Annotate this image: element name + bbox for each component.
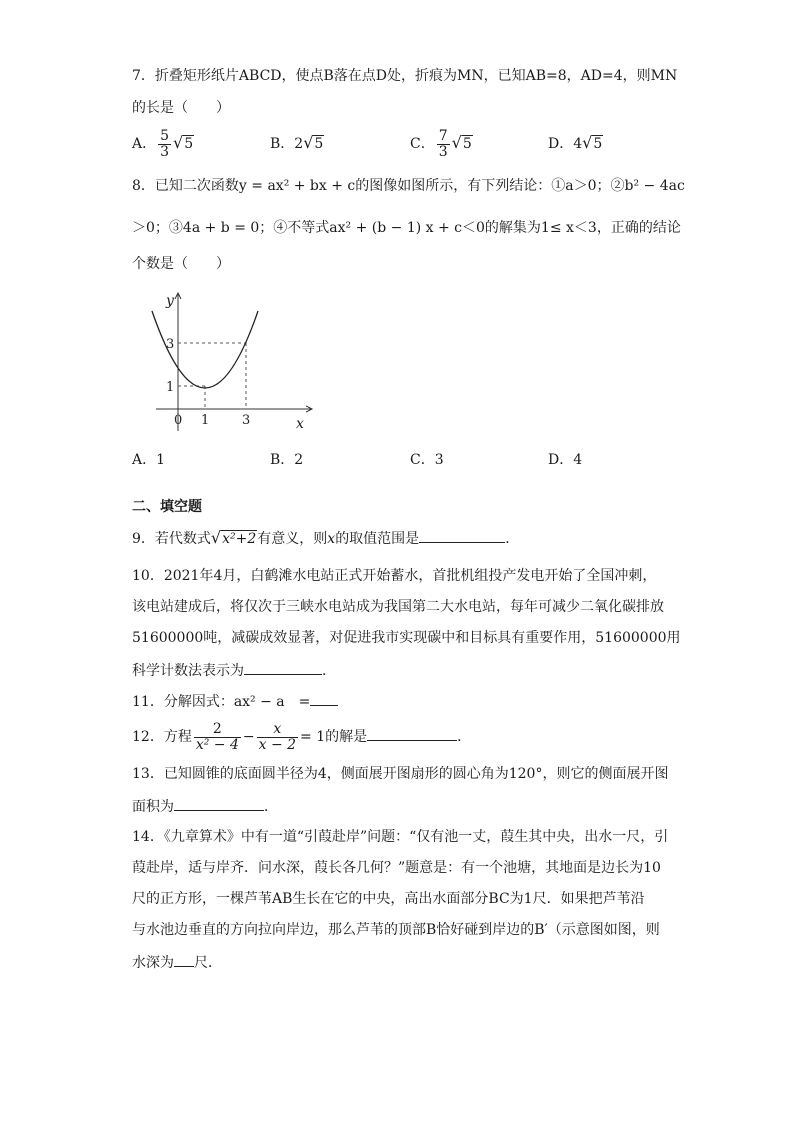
q9-radicand: x²+2 bbox=[222, 531, 257, 547]
q7-option-d-label: D．4 bbox=[548, 136, 583, 152]
x-axis-label: x bbox=[296, 416, 304, 432]
q7-c-radicand: 5 bbox=[462, 136, 472, 152]
q13-line2 bbox=[132, 796, 278, 817]
q13-line1: 13．已知圆锥的底面圆半径为4，侧面展开图扇形的圆心角为120°，则它的侧面展开图 bbox=[132, 766, 669, 782]
q7-a-denominator: 3 bbox=[160, 143, 170, 160]
q7-option-c: C． $\frac{7}{3}$ √5 bbox=[410, 127, 472, 160]
q7-c-denominator: 3 bbox=[438, 143, 448, 160]
q9-line: 9．若代数式√x²+2有意义，则x的取值范围是 ． bbox=[132, 528, 520, 547]
q10-line4-text: 科学计数法表示为 bbox=[132, 663, 244, 679]
q7-option-a-fraction bbox=[158, 129, 171, 160]
q13-end: ． bbox=[264, 799, 278, 815]
q10-line2: 该电站建成后，将仅次于三峡水电站成为我国第二大水电站，每年可减少二氧化碳排放 bbox=[132, 599, 664, 615]
q7-option-a-label: A． bbox=[132, 136, 157, 152]
q8-parabola-graph bbox=[140, 285, 320, 435]
q7-c-numerator: 7 bbox=[438, 127, 448, 144]
q12-fraction-1 bbox=[194, 722, 241, 753]
q10-line1: 10．2021年4月，白鹤滩水电站正式开始蓄水，首批机组投产发电开始了全国冲刺， bbox=[132, 568, 657, 584]
q7-option-c-label: C． bbox=[410, 136, 435, 152]
q7-option-a: A． $\frac{5}{3}$ √5 bbox=[132, 127, 194, 160]
q12-line bbox=[132, 718, 471, 756]
q7-a-numerator: 5 bbox=[160, 127, 170, 144]
q9-answer-blank[interactable] bbox=[419, 528, 505, 543]
q8-line2: ＞0；③4a + b = 0；④不等式ax² + (b − 1) x + c＜0的解集为1≤ x＜3，正确的结论 bbox=[132, 220, 681, 236]
q11-text: 11．分解因式：ax² − a = bbox=[132, 694, 311, 710]
x-tick-1: 1 bbox=[201, 413, 210, 428]
q7-option-b-label: B．2 bbox=[270, 136, 304, 152]
q9-variable: x bbox=[327, 531, 336, 547]
q14-line5-text: 水深为 bbox=[132, 955, 174, 971]
q11-line bbox=[132, 691, 338, 712]
q12-answer-blank[interactable] bbox=[367, 726, 457, 741]
q7-d-radicand: 5 bbox=[593, 136, 603, 152]
x-tick-3: 3 bbox=[242, 413, 251, 428]
q11-answer-blank[interactable] bbox=[310, 691, 338, 706]
q14-line1: 14．《九章算术》中有一道“引葭赴岸”问题：“仅有池一丈，葭生其中央，出水一尺，引 bbox=[132, 829, 669, 845]
q8-option-a: A．1 bbox=[132, 452, 166, 468]
q8-option-b: B．2 bbox=[270, 452, 304, 468]
q7-option-d: D．4√5 bbox=[548, 133, 603, 152]
q9-end: ． bbox=[505, 531, 520, 547]
q12-minus: − bbox=[242, 729, 255, 745]
q14-answer-blank[interactable] bbox=[174, 952, 194, 967]
q12-f2-denominator: x − 2 bbox=[258, 736, 297, 753]
q14-line3: 尺的正方形，一棵芦苇AB生长在它的中央，高出水面部分BC为1尺．如果把芦苇沿 bbox=[132, 891, 645, 907]
q7-option-c-fraction bbox=[437, 129, 450, 160]
q7-a-radicand: 5 bbox=[184, 136, 194, 152]
q8-line1: 8．已知二次函数y = ax² + bx + c的图像如图所示，有下列结论：①a＞0；②b² − 4ac bbox=[132, 178, 685, 194]
q10-answer-blank[interactable] bbox=[244, 660, 322, 675]
q12-f1-denominator: x² − 4 bbox=[195, 736, 239, 753]
q13-answer-blank[interactable] bbox=[174, 796, 264, 811]
q12-f2-numerator: x bbox=[257, 722, 298, 738]
q13-line2-text: 面积为 bbox=[132, 799, 174, 815]
x-tick-0: 0 bbox=[174, 413, 183, 428]
q12-f1-numerator: 2 bbox=[194, 722, 241, 738]
q12-fraction-2 bbox=[257, 722, 298, 753]
q8-line3: 个数是（ ） bbox=[132, 256, 230, 272]
q14-end: 尺． bbox=[194, 955, 222, 971]
q14-line5 bbox=[132, 952, 222, 973]
q10-end: ． bbox=[322, 663, 336, 679]
q8-option-d: D．4 bbox=[548, 452, 583, 468]
q8-option-c: C．3 bbox=[410, 452, 444, 468]
q7-line1: 7．折叠矩形纸片ABCD，使点B落在点D处，折痕为MN，已知AB=8，AD=4，则MN bbox=[132, 68, 678, 84]
q12-end: ． bbox=[457, 729, 472, 745]
q7-option-b: B．2√5 bbox=[270, 133, 324, 152]
q14-line2: 葭赴岸，适与岸齐．问水深，葭长各几何？”题意是：有一个池塘，其地面是边长为10 bbox=[132, 860, 661, 876]
q7-line2: 的长是（ ） bbox=[132, 100, 230, 116]
q10-line4 bbox=[132, 660, 336, 681]
q12-eq: = 1的解是 bbox=[300, 729, 368, 745]
q9-pre: 9．若代数式 bbox=[132, 531, 211, 547]
section-title-fill-in: 二、填空题 bbox=[132, 499, 202, 515]
q9-mid: 有意义，则 bbox=[257, 531, 328, 547]
q10-line3: 51600000吨，减碳成效显著，对促进我市实现碳中和目标具有重要作用，51600000用 bbox=[132, 630, 681, 646]
y-axis-label: y bbox=[166, 293, 174, 309]
q9-post: 的取值范围是 bbox=[335, 531, 420, 547]
y-tick-3: 3 bbox=[166, 337, 175, 352]
q14-line4: 与水池边垂直的方向拉向岸边，那么芦苇的顶部B恰好碰到岸边的B′（示意图如图，则 bbox=[132, 922, 660, 938]
q12-pre: 12．方程 bbox=[132, 729, 192, 745]
q7-b-radicand: 5 bbox=[314, 136, 324, 152]
y-tick-1: 1 bbox=[166, 380, 175, 395]
